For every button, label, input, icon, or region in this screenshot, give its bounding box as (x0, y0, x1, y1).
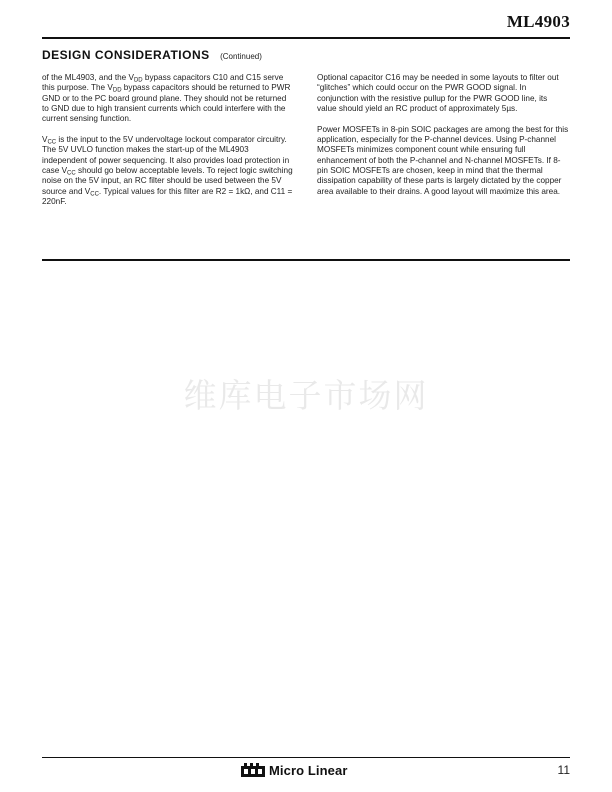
left-paragraph-2: $V_{CC}$ is the input to the 5V undervoltage lockout comparator circuitry. The 5V UVLO function makes the start-up of the ML4903 independent of power sequencing. It also provides load protection in case $V_{CC}$ should go below acceptable levels. To reject logic switching noise on the 5V input, an RC filter should be used between the 5V source and $V_{CC}$. Typical values for this filter are R2 = 1kΩ, and C11 = 220nF. (42, 135, 293, 207)
footer-brand: Micro Linear (269, 762, 348, 778)
micro-linear-logo-icon (240, 762, 266, 778)
section-heading (42, 46, 262, 64)
left-column (42, 73, 294, 218)
subscript-text: DD (133, 77, 143, 84)
footer-rule (42, 757, 570, 758)
section-end-rule (42, 259, 570, 261)
watermark: 维库电子市场网 (183, 376, 429, 415)
section-continued-label: (Continued) (220, 52, 262, 61)
page-number: 11 (557, 763, 570, 777)
subscript-text: CC (67, 170, 76, 177)
left-paragraph-1: of the ML4903, and the $V_{DD}$ bypass capacitors C10 and C15 serve this purpose. The $V_{DD}$ bypass capacitors should be returned to PWR GND or to the PC board ground plane. They should not be returned to GND due to high transient currents which could interfere with the current sensing function. (42, 73, 291, 124)
section-title: DESIGN CONSIDERATIONS (42, 48, 210, 62)
subscript-text: CC (47, 139, 57, 146)
right-paragraph-1: Optional capacitor C16 may be needed in some layouts to filter out “glitches” which could occur on the PWR GOOD signal. In conjunction with the resistive pullup for the PWR GOOD line, its value should yield an RC product of approximately 5µs. (317, 73, 559, 114)
subscript-text: DD (112, 87, 122, 94)
right-column (317, 73, 569, 207)
header-rule (42, 37, 570, 39)
footer-logo (240, 762, 348, 778)
right-paragraph-2: Power MOSFETs in 8-pin SOIC packages are among the best for this application, especially for the P-channel devices. Using P-channel MOSFETs minimizes component count while ensuring full enhancement of both the P-channel and N-channel MOSFETs. If 8-pin SOIC MOSFETs are chosen, keep in mind that the thermal dissipation capability of these parts is largely dictated by the copper area available to their drains. A good layout will maximize this area. (317, 124, 569, 196)
subscript-text: CC (90, 191, 99, 198)
part-number: ML4903 (506, 12, 570, 31)
